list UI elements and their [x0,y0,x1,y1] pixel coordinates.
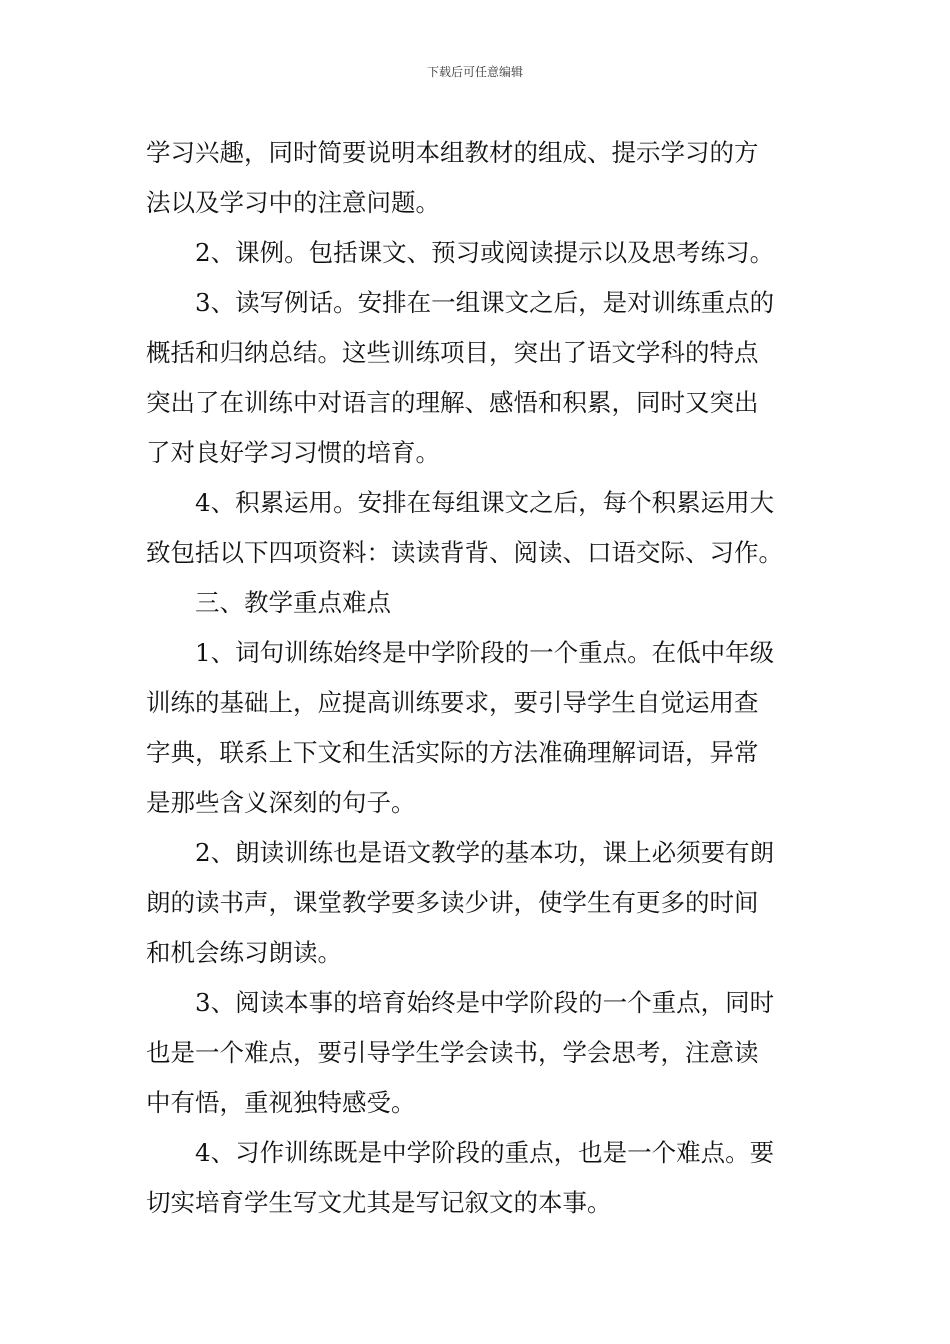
text-line: 切实培育学生写文尤其是写记叙文的本事。 [146,1188,612,1217]
text-line: 和机会练习朗读。 [146,938,342,967]
text-line: 致包括以下四项资料：读读背背、阅读、口语交际、习作。 [146,538,783,567]
document-body [146,128,806,1228]
text-line: 三、教学重点难点 [195,588,391,617]
text-line: 了对良好学习习惯的培育。 [146,438,440,467]
text-line: 2、朗读训练也是语文教学的基本功，课上必须要有朗 [195,838,775,867]
text-line: 也是一个难点，要引导学生学会读书，学会思考，注意读 [146,1038,759,1067]
text-line: 法以及学习中的注意问题。 [146,188,440,217]
text-line: 是那些含义深刻的句子。 [146,788,416,817]
text-line: 2、课例。包括课文、预习或阅读提示以及思考练习。 [195,238,775,267]
text-line: 3、阅读本事的培育始终是中学阶段的一个重点，同时 [195,988,775,1017]
text-line: 概括和归纳总结。这些训练项目，突出了语文学科的特点 [146,338,759,367]
text-line: 字典，联系上下文和生活实际的方法准确理解词语，异常 [146,738,759,767]
text-line: 中有悟，重视独特感受。 [146,1088,416,1117]
text-line: 朗的读书声，课堂教学要多读少讲，使学生有更多的时间 [146,888,759,917]
text-line: 4、积累运用。安排在每组课文之后，每个积累运用大 [195,488,775,517]
text-line: 1、词句训练始终是中学阶段的一个重点。在低中年级 [195,638,775,667]
text-line: 突出了在训练中对语言的理解、感悟和积累，同时又突出 [146,388,759,417]
text-line: 4、习作训练既是中学阶段的重点，也是一个难点。要 [195,1138,775,1167]
text-line: 训练的基础上，应提高训练要求，要引导学生自觉运用查 [146,688,759,717]
text-line: 3、读写例话。安排在一组课文之后，是对训练重点的 [195,288,775,317]
page-header: 下载后可任意编辑 [426,65,523,79]
text-line: 学习兴趣，同时简要说明本组教材的组成、提示学习的方 [146,138,759,167]
